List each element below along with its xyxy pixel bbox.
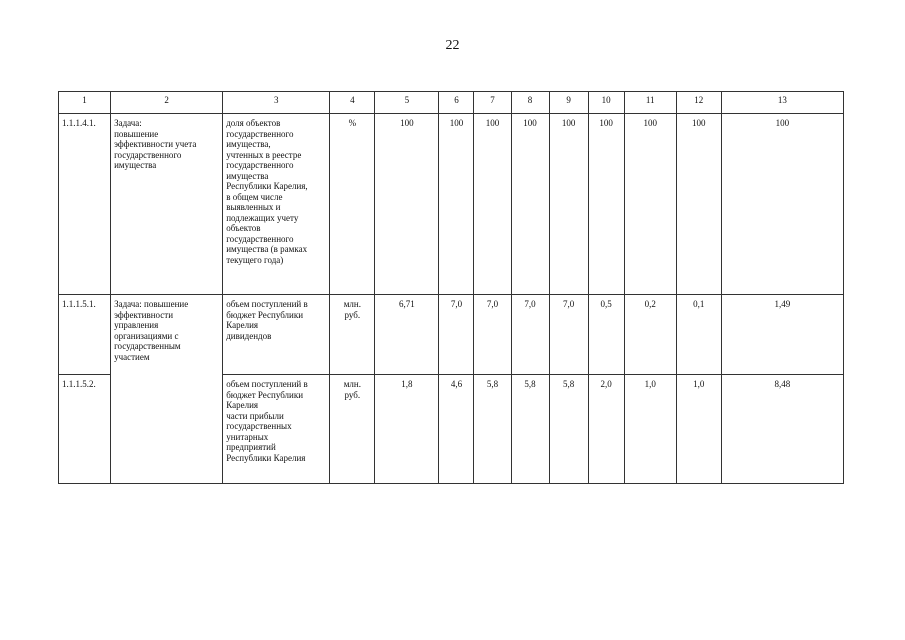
value-cell: 100 bbox=[375, 114, 439, 295]
value-cell: 4,6 bbox=[439, 375, 474, 484]
column-header: 6 bbox=[439, 92, 474, 114]
value-cell: 0,2 bbox=[624, 295, 676, 375]
value-cell: 1,49 bbox=[721, 295, 843, 375]
column-header: 13 bbox=[721, 92, 843, 114]
value-cell: 1,0 bbox=[624, 375, 676, 484]
column-header: 5 bbox=[375, 92, 439, 114]
value-cell: 100 bbox=[721, 114, 843, 295]
column-header: 12 bbox=[676, 92, 721, 114]
value-cell: 7,0 bbox=[511, 295, 549, 375]
task-cell: Задача: повышение эффективности учета государственного имущества bbox=[111, 114, 223, 295]
value-cell: 2,0 bbox=[588, 375, 624, 484]
task-cell: Задача: повышение эффективности управления организациями с государственным участием bbox=[111, 295, 223, 484]
table-row bbox=[59, 114, 844, 295]
unit-cell: млн. руб. bbox=[330, 295, 375, 375]
value-cell: 100 bbox=[588, 114, 624, 295]
value-cell: 100 bbox=[511, 114, 549, 295]
value-cell: 6,71 bbox=[375, 295, 439, 375]
row-code: 1.1.1.5.1. bbox=[59, 295, 111, 375]
value-cell: 100 bbox=[474, 114, 511, 295]
value-cell: 5,8 bbox=[474, 375, 511, 484]
indicator-cell: объем поступлений в бюджет Республики Карелия части прибыли государственных унитарных предприятий Республики Карелия bbox=[223, 375, 330, 484]
unit-cell: % bbox=[330, 114, 375, 295]
value-cell: 5,8 bbox=[549, 375, 588, 484]
page-number: 22 bbox=[445, 38, 460, 53]
value-cell: 8,48 bbox=[721, 375, 843, 484]
column-header: 10 bbox=[588, 92, 624, 114]
value-cell: 0,1 bbox=[676, 295, 721, 375]
value-cell: 100 bbox=[439, 114, 474, 295]
row-code: 1.1.1.4.1. bbox=[59, 114, 111, 295]
header-row bbox=[59, 92, 844, 114]
indicator-cell: объем поступлений в бюджет Республики Карелия дивидендов bbox=[223, 295, 330, 375]
column-header: 4 bbox=[330, 92, 375, 114]
value-cell: 7,0 bbox=[474, 295, 511, 375]
value-cell: 5,8 bbox=[511, 375, 549, 484]
value-cell: 7,0 bbox=[439, 295, 474, 375]
indicator-cell: доля объектов государственного имущества, учтенных в реестре государственного имущества Республики Карелия, в общем числе выявленных и подлежащих учету объектов государственного имущества (в рамках текущего года) bbox=[223, 114, 330, 295]
value-cell: 100 bbox=[676, 114, 721, 295]
column-header: 1 bbox=[59, 92, 111, 114]
column-header: 7 bbox=[474, 92, 511, 114]
value-cell: 100 bbox=[624, 114, 676, 295]
value-cell: 1,0 bbox=[676, 375, 721, 484]
indicator-table bbox=[58, 91, 844, 484]
unit-cell: млн. руб. bbox=[330, 375, 375, 484]
column-header: 11 bbox=[624, 92, 676, 114]
value-cell: 1,8 bbox=[375, 375, 439, 484]
value-cell: 0,5 bbox=[588, 295, 624, 375]
value-cell: 7,0 bbox=[549, 295, 588, 375]
column-header: 8 bbox=[511, 92, 549, 114]
column-header: 3 bbox=[223, 92, 330, 114]
row-code: 1.1.1.5.2. bbox=[59, 375, 111, 484]
table-row bbox=[59, 295, 844, 375]
column-header: 9 bbox=[549, 92, 588, 114]
value-cell: 100 bbox=[549, 114, 588, 295]
column-header: 2 bbox=[111, 92, 223, 114]
